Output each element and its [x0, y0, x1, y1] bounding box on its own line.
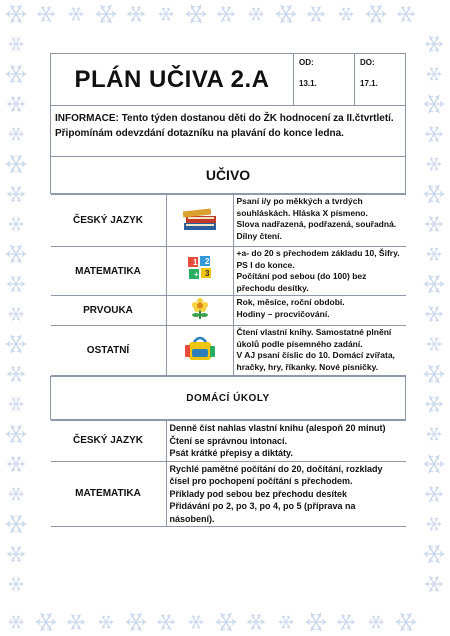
- snowflake-icon: [339, 8, 353, 20]
- snowflake-icon: [425, 127, 442, 142]
- snowflake-icon: [9, 398, 23, 410]
- snowflake-icon: [7, 277, 24, 292]
- snowflake-icon: [307, 7, 324, 22]
- date-from-label: OD:: [299, 58, 314, 67]
- snowflake-icon: [7, 457, 24, 472]
- info-text: INFORMACE: Tento týden dostanou děti do ŽK hodnocení za II.čtvrtletí. Připomínám odevzdání dotazníku na plavání do konce ledna.: [51, 106, 406, 157]
- snowflake-icon: [6, 515, 26, 532]
- snowflake-icon: [249, 8, 263, 20]
- snowflake-icon: [424, 275, 444, 292]
- snowflake-icon: [397, 7, 414, 22]
- snowflake-icon: [69, 8, 83, 20]
- date-to-value: 17.1.: [360, 79, 378, 88]
- page-title: PLÁN UČIVA 2.A: [51, 54, 294, 106]
- snowflake-icon: [9, 218, 23, 230]
- snowflake-icon: [425, 487, 442, 502]
- snowflake-icon: [427, 158, 441, 170]
- snowflake-icon: [189, 616, 203, 628]
- snowflake-icon: [7, 97, 24, 112]
- snowflake-icon: [369, 616, 383, 628]
- snowflake-icon: [159, 8, 173, 20]
- snowflake-icon: [6, 5, 26, 22]
- ucivo-subject-math: MATEMATIKA: [51, 247, 167, 296]
- date-from-value: 13.1.: [299, 79, 317, 88]
- ukoly-heading: DOMÁCÍ ÚKOLY: [51, 377, 406, 420]
- snowflake-icon: [425, 307, 442, 322]
- snowflake-icon: [9, 578, 23, 590]
- ucivo-desc-czech: Psaní i/y po měkkých a tvrdých souhláskách. Hláska X písmeno. Slova nadřazená, podřazená, souřadná. Dílny čtení.: [233, 195, 406, 247]
- ukoly-desc-czech: Denně číst nahlas vlastní knihu (alespoň 20 minut) Čtení se správnou intonací. Psát krátké přepisy a diktáty.: [166, 421, 406, 462]
- snowflake-icon: [247, 615, 264, 630]
- date-to-label: DO:: [360, 58, 375, 67]
- snowflake-icon: [9, 616, 23, 628]
- snowflake-icon: [276, 5, 296, 22]
- ucivo-desc-ostatni: Čtení vlastní knihy. Samostatné plnění úkolů podle písemného zadání. V AJ psaní číslic do 10. Domácí zvířata, hračky, hry, říkanky. Nové písničky.: [233, 326, 406, 376]
- snowflake-icon: [99, 616, 113, 628]
- svg-text:1: 1: [192, 257, 197, 267]
- snowflake-icon: [424, 545, 444, 562]
- snowflake-icon: [427, 338, 441, 350]
- snowflake-icon: [9, 38, 23, 50]
- snowflake-icon: [126, 613, 146, 630]
- ukoly-subject-czech: ČESKÝ JAZYK: [51, 421, 167, 462]
- svg-text:3: 3: [204, 268, 209, 278]
- snowflake-icon: [425, 577, 442, 592]
- snowflake-icon: [424, 365, 444, 382]
- ucivo-subject-prvouka: PRVOUKA: [51, 296, 167, 326]
- snowflake-icon: [427, 428, 441, 440]
- ucivo-subject-ostatni: OSTATNÍ: [51, 326, 167, 376]
- snowflake-icon: [127, 7, 144, 22]
- snowflake-icon: [279, 616, 293, 628]
- snowflake-icon: [186, 5, 206, 22]
- ucivo-desc-math: +a- do 20 s přechodem základu 10, Šifry. PS I do konce. Počítání pod sebou (do 100) bez přechodu desítky.: [233, 247, 406, 296]
- snowflake-icon: [37, 7, 54, 22]
- snowflake-icon: [424, 185, 444, 202]
- flower-icon: [166, 296, 233, 326]
- snowflake-icon: [9, 128, 23, 140]
- snowflake-icon: [67, 615, 84, 630]
- snowflake-icon: [396, 613, 416, 630]
- date-to-cell: [355, 54, 406, 106]
- snowflake-icon: [425, 397, 442, 412]
- school-bag-icon: [166, 326, 233, 376]
- ukoly-subject-math: MATEMATIKA: [51, 461, 167, 527]
- ucivo-heading: UČIVO: [51, 157, 406, 194]
- ucivo-desc-prvouka: Rok, měsíce, roční období. Hodiny – procvičování.: [233, 296, 406, 326]
- svg-text:+: +: [193, 269, 199, 279]
- snowflake-icon: [425, 217, 442, 232]
- snowflake-icon: [6, 155, 26, 172]
- snowflake-icon: [6, 335, 26, 352]
- snowflake-icon: [424, 95, 444, 112]
- books-icon: [166, 195, 233, 247]
- snowflake-icon: [425, 37, 442, 52]
- snowflake-icon: [217, 7, 234, 22]
- snowflake-icon: [9, 308, 23, 320]
- snowflake-icon: [6, 65, 26, 82]
- snowflake-icon: [216, 613, 236, 630]
- snowflake-icon: [36, 613, 56, 630]
- ukoly-desc-math: Rychlé pamětné počítání do 20, dočítání, rozklady čísel pro pochopení počítání s přechodem. Příklady pod sebou bez přechodu desítek Přidávání po 2, po 3, po 4, po 5 (příprava na násobení).: [166, 461, 406, 527]
- snowflake-icon: [366, 5, 386, 22]
- snowflake-icon: [7, 187, 24, 202]
- plan-table: [50, 53, 406, 527]
- snowflake-icon: [306, 613, 326, 630]
- snowflake-icon: [9, 488, 23, 500]
- snowflake-icon: [427, 68, 441, 80]
- snowflake-icon: [157, 615, 174, 630]
- snowflake-icon: [96, 5, 116, 22]
- snowflake-icon: [427, 248, 441, 260]
- snowflake-icon: [7, 547, 24, 562]
- snowflake-icon: [427, 518, 441, 530]
- snowflake-icon: [424, 455, 444, 472]
- snowflake-icon: [7, 367, 24, 382]
- snowflake-icon: [337, 615, 354, 630]
- snowflake-icon: [6, 245, 26, 262]
- ucivo-subject-czech: ČESKÝ JAZYK: [51, 195, 167, 247]
- math-blocks-icon: [166, 247, 233, 296]
- date-from-cell: [294, 54, 355, 106]
- snowflake-icon: [6, 425, 26, 442]
- svg-text:2: 2: [204, 256, 209, 266]
